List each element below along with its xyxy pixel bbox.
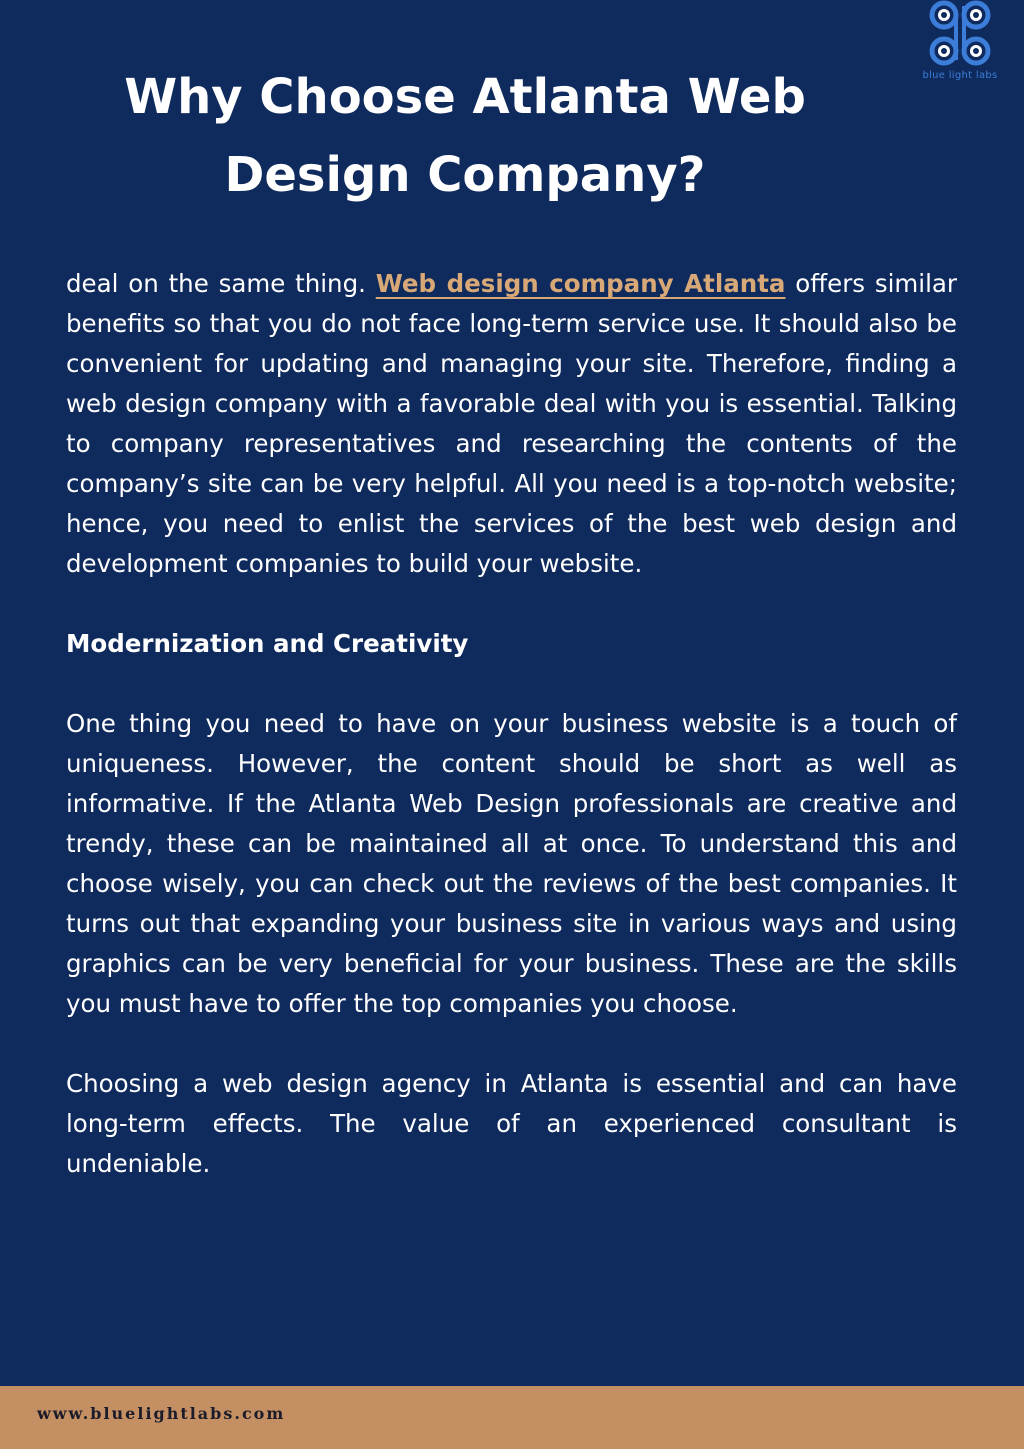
bluelightlabs-logo (912, 0, 1008, 84)
paragraph-modernization: One thing you need to have on your business website is a touch of uniqueness. However, the content should be short as well as informative. If the Atlanta Web Design professionals are creative and trendy, these can be maintained all at once. To understand this and choose wisely, you can check out the reviews of the best companies. It turns out that expanding your business site in various ways and using graphics can be very beneficial for your business. These are the skills you must have to offer the top companies you choose. (66, 709, 957, 1018)
footer-website-link[interactable]: www.bluelightlabs.com (37, 1404, 286, 1423)
paragraph-intro-before: deal on the same thing. (66, 269, 376, 298)
page-title: Why Choose Atlanta Web Design Company? (124, 69, 806, 203)
web-design-company-atlanta-link[interactable]: Web design company Atlanta (375, 269, 786, 298)
logo-mark-icon (929, 0, 991, 70)
paragraph-intro (66, 264, 957, 584)
paragraph-intro-after: offers similar benefits so that you do not face long-term service use. It should also be convenient for updating and managing your site. Therefore, finding a web design company with a favorable deal with you is essential. Talking to company representatives and researching the contents of the company’s site can be very helpful. All you need is a top-notch website; hence, you need to enlist the services of the best web design and development companies to build your website. (66, 269, 957, 578)
logo-text: blue light labs (922, 70, 998, 81)
section-heading: Modernization and Creativity (66, 629, 469, 658)
article-body (66, 264, 957, 1184)
footer-bar (0, 1386, 1024, 1449)
paragraph-conclusion: Choosing a web design agency in Atlanta is essential and can have long-term effects. The value of an experienced consultant is undeniable. (66, 1069, 957, 1178)
